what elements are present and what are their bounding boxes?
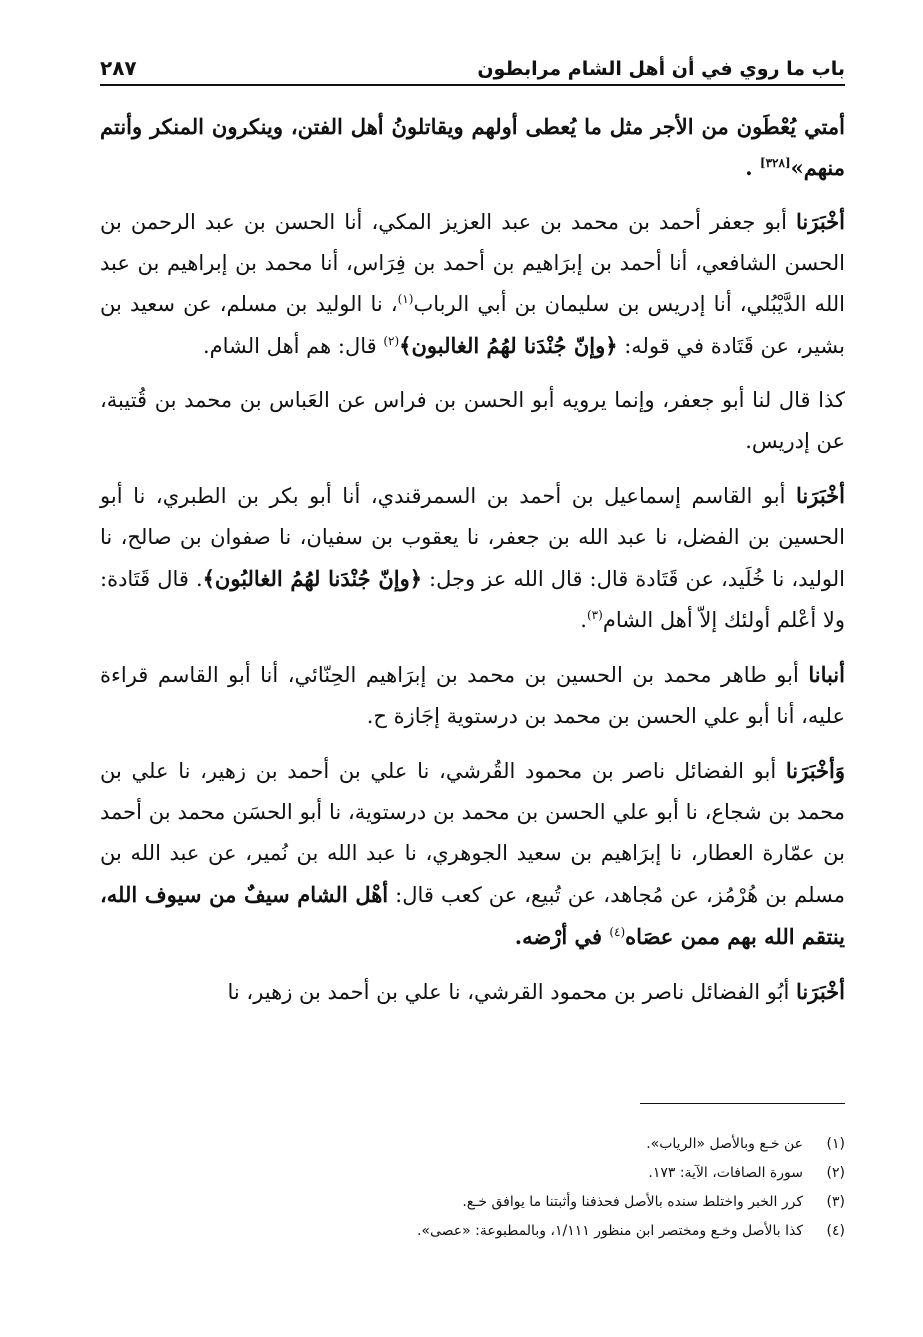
narration-lead: وَأخْبَرَنا [785,758,845,783]
narration-lead: أنبانا [808,662,845,687]
paragraph-text: كذا قال لنا أبو جعفر، وإنما يرويه أبو الحسن بن فراس عن العَباس بن محمد بن قُتيبة، عن إدريس. [100,388,845,453]
footnote-text: كرر الخبر واختلط سنده بالأصل فحذفنا وأثبتنا ما يوافق خـع. [462,1194,803,1210]
footnote-divider [640,1103,845,1104]
paragraph-text: أبو القاسم إسماعيل بن أحمد بن السمرقندي، أنا أبو بكر بن الطبري، نا أبو الحسين بن الفضل، نا عبد الله بن جعفر، نا يعقوب بن سفيان، نا صفوان بن صالح، نا الوليد، نا خُلَيد، عن قَتَادة قال: قال الله عز وجل: [100,484,845,591]
footnote-number: (٤) [826,1223,845,1239]
paragraph-6 [100,750,845,958]
footnote-2 [100,1159,845,1188]
quran-verse: ﴿وإنّ جُنْدَنا لهُمُ الغالبُون﴾ [202,566,423,591]
main-text [100,106,845,1026]
footnote-text: عن خـع وبالأصل «الرياب». [646,1136,803,1152]
paragraph-1 [100,106,845,188]
footnote-text: سورة الصافات، الآية: ١٧٣. [648,1165,803,1181]
paragraph-text-2: في أرْضه. [514,924,610,949]
paragraph-text-2: . قال قَتَادة: ولا أعْلم أولئك إلاّ أهل الشام [100,567,845,632]
footnote-4 [100,1217,845,1246]
paragraph-3 [100,380,845,462]
footnote-1 [100,1130,845,1159]
paragraph-7 [100,971,845,1013]
footnote-number: (٢) [826,1165,845,1181]
paragraph-text: أبُو الفضائل ناصر بن محمود القرشي، نا علي بن أحمد بن زهير، نا [227,980,797,1004]
paragraph-text: أبو جعفر أحمد بن محمد بن عبد العزيز المكي، أنا الحسن بن عبد الرحمن بن الحسن الشافعي، أنا أحمد بن إبرَاهيم بن أحمد بن فِرَاس، أنا محمد بن إبراهيم بن عبد الله الدَّيْبُلي، أنا إدريس بن سليمان بن أبي الرباب [100,210,845,316]
narration-lead: أخْبَرَنا [796,979,845,1004]
paragraph-text-2: ، نا الوليد بن مسلم، عن سعيد بن بشير، عن قَتَادة في قوله: [100,292,845,358]
quran-verse: ﴿وإنّ جُنْدَنا لهُمُ الغالبون﴾ [399,333,618,358]
footnote-3 [100,1188,845,1217]
footnote-number: (١) [826,1136,845,1152]
paragraph-text: أمتي يُعْطَون من الأجر مثل ما يُعطى أولهم ويقاتلونُ أهل الفتن، وينكرون المنكر وأنتم منهم» [100,114,845,180]
chapter-title: باب ما روي في أن أهل الشام مرابطون [477,58,845,80]
page-number: ٢٨٧ [100,56,137,80]
footnote-marker: (٤) [609,925,626,939]
reference-marker: [٣٢٨] [759,156,791,170]
footnote-text: كذا بالأصل وخـع ومختصر ابن منظور ١/١١١، وبالمطبوعة: «عصى». [416,1223,803,1239]
page-header [100,40,845,86]
narration-lead: أخْبَرَنا [796,209,845,234]
footnotes [100,1130,845,1246]
paragraph-text-3: . [580,608,587,632]
paragraph-text: أبو طاهر محمد بن الحسين بن محمد بن إبرَاهيم الحِنّائي، أنا أبو القاسم قراءة عليه، أنا أبو علي الحسن بن محمد بن درستوية إجَازة ح. [100,663,845,728]
footnote-marker: (٣) [586,608,603,622]
paragraph-tail: . [745,155,753,180]
paragraph-4 [100,475,845,641]
paragraph-text: أبو الفضائل ناصر بن محمود القُرشي، نا علي بن أحمد بن زهير، نا علي بن محمد بن شجاع، نا أبو علي الحسن بن محمد بن درستوية، نا أبو الحسَن محمد بن أحمد بن عمّارة العطار، نا إبرَاهيم بن سعيد الجوهري، نا عبد الله بن نُمير، عن عبد الله بن مسلم بن هُرْمُز، عن مُجاهد، عن تُبيع، عن كعب قال: [100,759,846,907]
paragraph-5 [100,654,845,737]
paragraph-text-3: قال: هم أهل الشام. [202,334,384,358]
quoted-saying: أهْل الشام سيفٌ من سيوف الله، ينتقم الله بهم ممن عصَاه [100,882,845,949]
footnote-marker: (١) [397,292,414,306]
narration-lead: أخْبَرَنا [796,483,845,508]
footnote-number: (٣) [826,1194,845,1210]
paragraph-2 [100,201,845,367]
footnote-marker: (٢) [383,334,400,348]
